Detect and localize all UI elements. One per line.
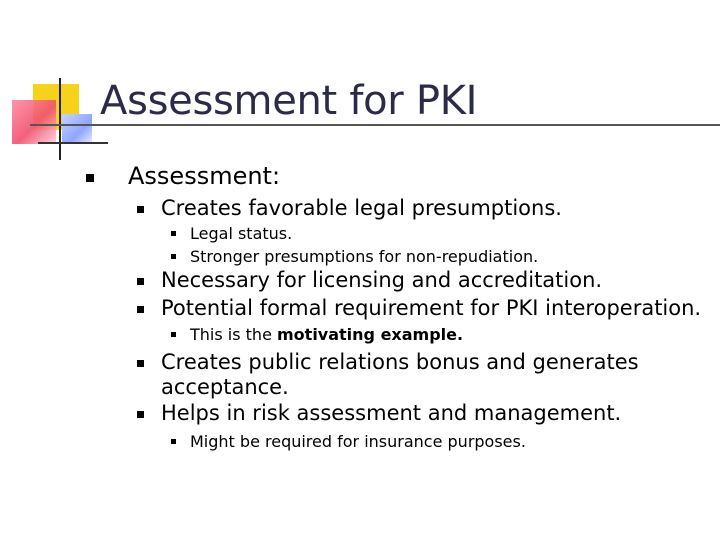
bullet-text: Legal status. <box>190 224 293 243</box>
square-bullet-icon <box>137 306 144 313</box>
bullet-text: Might be required for insurance purposes. <box>190 432 526 451</box>
bullet-text-bold: motivating example. <box>277 325 464 344</box>
bullet-text: Necessary for licensing and accreditation. <box>161 268 603 292</box>
bullet-text: Potential formal requirement for PKI interoperation. <box>161 296 702 320</box>
logo-short-line <box>38 142 108 144</box>
logo-blue-square <box>62 114 92 144</box>
slide-title: Assessment for PKI <box>100 78 478 124</box>
bullet-text-plain: This is the <box>190 325 277 344</box>
logo-vertical-line <box>59 78 61 160</box>
square-bullet-icon <box>171 332 176 337</box>
square-bullet-icon <box>171 439 176 444</box>
square-bullet-icon <box>171 231 176 236</box>
square-bullet-icon <box>171 254 176 259</box>
bullet-text: Assessment: <box>128 162 281 190</box>
bullet-text: Creates favorable legal presumptions. <box>161 196 562 220</box>
square-bullet-icon <box>86 174 94 182</box>
square-bullet-icon <box>137 411 144 418</box>
square-bullet-icon <box>137 278 144 285</box>
bullet-text: Stronger presumptions for non-repudiation. <box>190 247 539 266</box>
bullet-text-line1: Creates public relations bonus and generates <box>161 350 639 374</box>
bullet-text <box>190 325 463 344</box>
logo-red-square <box>12 100 56 144</box>
square-bullet-icon <box>137 360 144 367</box>
bullet-text: Helps in risk assessment and management. <box>161 401 622 425</box>
square-bullet-icon <box>137 206 144 213</box>
title-underline <box>30 124 720 126</box>
bullet-text-line2: acceptance. <box>161 375 289 399</box>
